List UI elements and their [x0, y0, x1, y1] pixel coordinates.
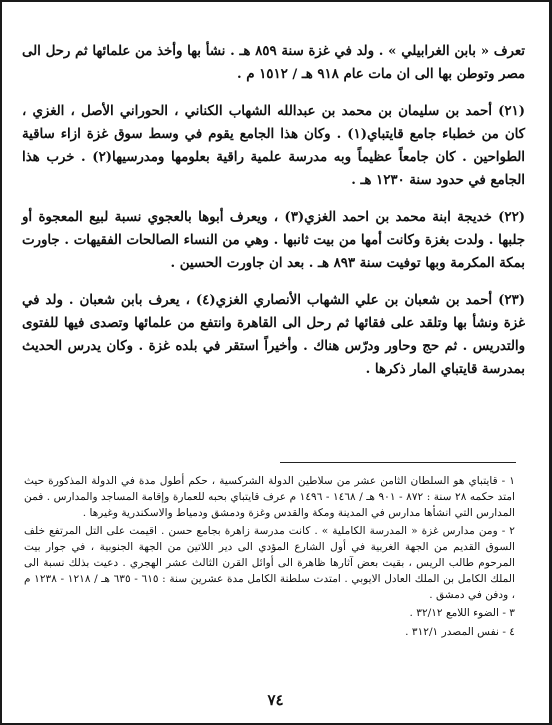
footnote-3: ٣ - الضوء اللامع ٣٢/١٢ . — [409, 607, 515, 620]
footnotes — [24, 474, 515, 644]
paragraph-entry-23: (٢٣) أحمد بن شعبان بن علي الشهاب الأنصاري الغزي(٤) ، يعرف بابن شعبان . ولد في غزة ونشأ بها وتلقد على فقائها ثم رحل الى القاهرة وانتفع من علمائها وتصدى فيها للفتوى والتدريس . ثم حج وحاور ودرّس هناك . وأخيراً استقر في بلده غزة . وكان يدرس الحديث بمدرسة قايتباي المار ذكرها . — [22, 293, 525, 377]
paragraph-entry-21: (٢١) أحمد بن سليمان بن محمد بن عبدالله الشهاب الكناني ، الحوراني الأصل ، الغزي ، كان من خطباء جامع قايتباي(١) . وكان هذا الجامع يقوم في وسط سوق غزة ازاء ساقية الطواحين . كان جامعاً عظيماً وبه مدرسة علمية راقية بعلومها ومدرسيها(٢) . خرب هذا الجامع في حدود سنة ١٢٣٠ هـ . — [22, 104, 525, 188]
main-text — [22, 40, 525, 395]
footnote-2: ٢ - ومن مدارس غزة « المدرسة الكاملية » . كانت مدرسة زاهرة بجامع حسن . اقيمت على التل المرتفع خلف السوق القديم من الجهة الغربية في أول الشارع المؤدي الى دير اللاتين من الجهة الجنوبية ، في جوار بيت المرحوم طالب الريس ، بقيت بعض آثارها ظاهرة الى أوائل القرن الثالث عشر الهجري . دعيت بذلك نسبة الى الملك الكامل بن الملك العادل الايوبي . امتدت سلطنة الكامل مدة عشرين سنة : ٦١٥ - ٦٣٥ هـ / ١٢١٨ - ١٢٣٨ م ، ودفن في دمشق . — [24, 525, 515, 601]
footnote-separator — [280, 462, 516, 463]
footnote-4: ٤ - نفس المصدر ٣١٢/١ . — [405, 626, 515, 639]
paragraph-entry-22: (٢٢) خديجة ابنة محمد بن احمد الغزي(٣) ، ويعرف أبوها بالعجوي نسبة لبيع المعجوة أو جلبها . ولدت بغزة وكانت أمها من بيت ثانبها . وهي من النساء الصالحات الفقيهات . جاورت بمكة المكرمة وبها توفيت سنة ٨٩٣ هـ . بعد ان جاورت الحسين . — [22, 210, 526, 271]
page-number: ٧٤ — [267, 691, 284, 709]
footnote-1: ١ - قايتباي هو السلطان الثامن عشر من سلاطين الدولة الشركسية ، حكم أطول مدة في الدولة المذكورة حيث امتد حكمه ٢٨ سنة : ٨٧٢ - ٩٠١ هـ / ١٤٦٨ - ١٤٩٦ م عرف قايتباي بحبه للعمارة وإقامة المساجد والمدارس . فمن المدارس التي انشأها مدارس في المدينة ومكة والقدس وغزة ودمشق ودمياط والاسكندرية وغيرها . — [24, 475, 515, 519]
paragraph-intro: تعرف « بابن الغرابيلي » . ولد في غزة سنة ٨٥٩ هـ . نشأ بها وأخذ من علمائها ثم رحل الى مصر وتوطن بها الى ان مات عام ٩١٨ هـ / ١٥١٢ م . — [22, 44, 525, 82]
